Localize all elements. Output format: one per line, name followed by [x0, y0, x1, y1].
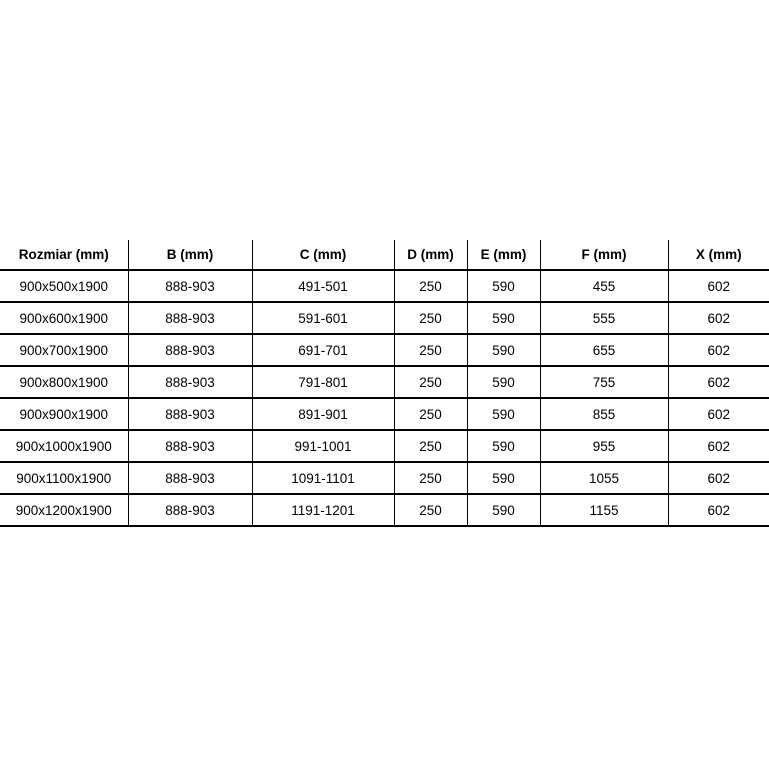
table-cell: 590: [467, 494, 540, 526]
header-cell: D (mm): [394, 240, 467, 270]
header-cell: Rozmiar (mm): [0, 240, 128, 270]
table-cell: 888-903: [128, 270, 252, 302]
table-body: [0, 270, 769, 526]
table-cell: 602: [668, 334, 769, 366]
table-cell: 900x1100x1900: [0, 462, 128, 494]
table-cell: 250: [394, 398, 467, 430]
table-cell: 955: [540, 430, 668, 462]
table-cell: 691-701: [252, 334, 394, 366]
table-cell: 602: [668, 270, 769, 302]
table-cell: 1155: [540, 494, 668, 526]
table-row: [0, 302, 769, 334]
table-cell: 888-903: [128, 302, 252, 334]
table-cell: 888-903: [128, 494, 252, 526]
header-cell: C (mm): [252, 240, 394, 270]
table-cell: 455: [540, 270, 668, 302]
table-cell: 900x500x1900: [0, 270, 128, 302]
table-row: [0, 366, 769, 398]
header-cell: F (mm): [540, 240, 668, 270]
table-cell: 250: [394, 494, 467, 526]
table-row: [0, 334, 769, 366]
dimensions-table: [0, 240, 769, 527]
table-cell: 900x1200x1900: [0, 494, 128, 526]
table-cell: 602: [668, 462, 769, 494]
table-cell: 900x600x1900: [0, 302, 128, 334]
table-cell: 755: [540, 366, 668, 398]
table-cell: 900x900x1900: [0, 398, 128, 430]
table-cell: 888-903: [128, 462, 252, 494]
table-cell: 900x800x1900: [0, 366, 128, 398]
table-cell: 602: [668, 302, 769, 334]
table-cell: 888-903: [128, 430, 252, 462]
table-cell: 590: [467, 398, 540, 430]
table-cell: 590: [467, 334, 540, 366]
table-cell: 250: [394, 366, 467, 398]
table-cell: 250: [394, 270, 467, 302]
table-cell: 655: [540, 334, 668, 366]
table-cell: 1091-1101: [252, 462, 394, 494]
table-cell: 590: [467, 302, 540, 334]
table-cell: 602: [668, 398, 769, 430]
table-cell: 590: [467, 366, 540, 398]
table-cell: 791-801: [252, 366, 394, 398]
table-cell: 900x1000x1900: [0, 430, 128, 462]
table-row: [0, 398, 769, 430]
table-row: [0, 494, 769, 526]
table-cell: 900x700x1900: [0, 334, 128, 366]
table-cell: 590: [467, 430, 540, 462]
table-cell: 602: [668, 366, 769, 398]
table-cell: 491-501: [252, 270, 394, 302]
table-cell: 590: [467, 462, 540, 494]
table-cell: 1055: [540, 462, 668, 494]
table-row: [0, 270, 769, 302]
table-header: [0, 240, 769, 270]
table-cell: 1191-1201: [252, 494, 394, 526]
table-cell: 250: [394, 430, 467, 462]
header-cell: X (mm): [668, 240, 769, 270]
table-cell: 602: [668, 430, 769, 462]
table-cell: 888-903: [128, 398, 252, 430]
table-cell: 888-903: [128, 366, 252, 398]
table-cell: 555: [540, 302, 668, 334]
header-cell: B (mm): [128, 240, 252, 270]
table-cell: 250: [394, 462, 467, 494]
table-row: [0, 430, 769, 462]
table-row: [0, 462, 769, 494]
table-cell: 250: [394, 334, 467, 366]
table-cell: 591-601: [252, 302, 394, 334]
table-header-row: [0, 240, 769, 270]
table-cell: 891-901: [252, 398, 394, 430]
header-cell: E (mm): [467, 240, 540, 270]
table-cell: 888-903: [128, 334, 252, 366]
table-cell: 602: [668, 494, 769, 526]
table-cell: 250: [394, 302, 467, 334]
table-cell: 590: [467, 270, 540, 302]
table-cell: 991-1001: [252, 430, 394, 462]
table-cell: 855: [540, 398, 668, 430]
